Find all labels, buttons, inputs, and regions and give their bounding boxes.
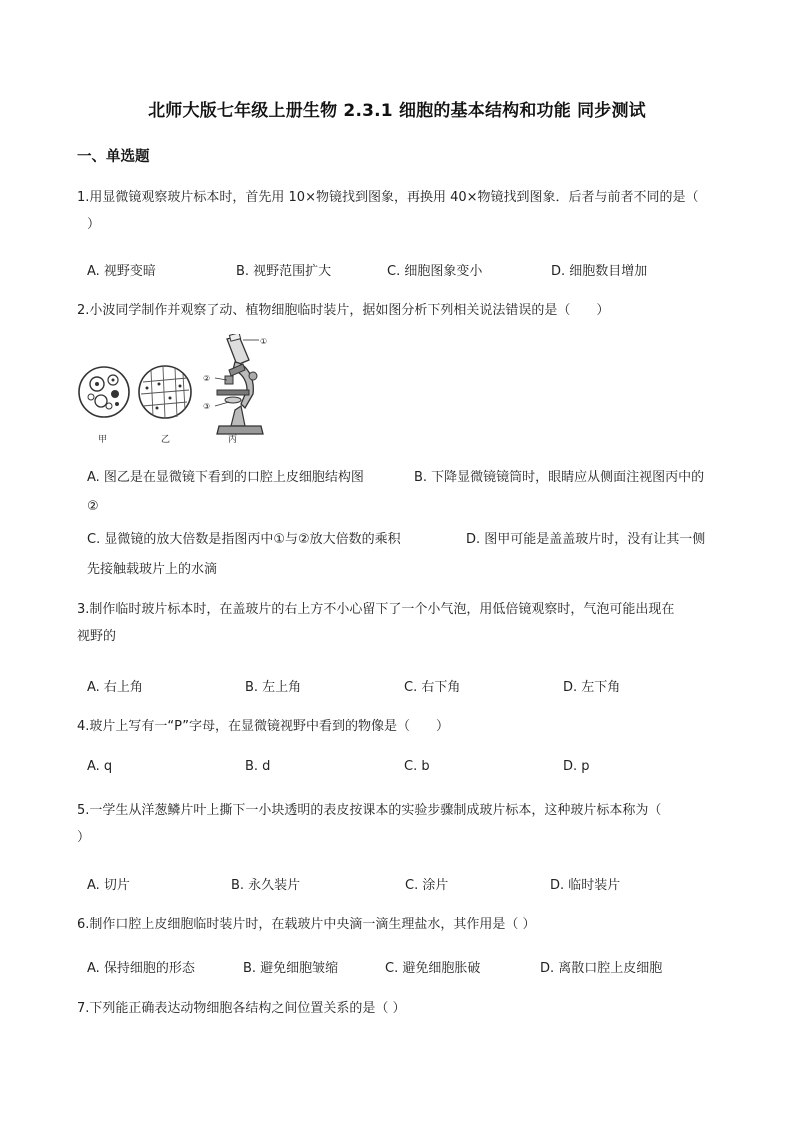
question-4-option-b[interactable]: B. d <box>245 759 271 774</box>
question-2-option-c[interactable]: C. 显微镜的放大倍数是指图丙中①与②放大倍数的乘积 <box>87 532 401 547</box>
question-3-stem <box>77 596 727 650</box>
question-2-option-d-cont: 先接触载玻片上的水滴 <box>87 562 218 577</box>
cheek-cells-image <box>79 367 129 417</box>
question-3-option-b[interactable]: B. 左上角 <box>245 680 302 695</box>
question-3-line-1: 3.制作临时玻片标本时，在盖玻片的右上方不小心留下了一个小气泡，用低倍镜观察时，气泡可能出现在 <box>77 602 675 617</box>
onion-cells-image <box>139 366 191 418</box>
question-3-option-a[interactable]: A. 右上角 <box>87 680 143 695</box>
question-1-line-2: ） <box>87 217 101 232</box>
page-title: 北师大版七年级上册生物 2.3.1 细胞的基本结构和功能 同步测试 <box>148 101 646 121</box>
question-3-line-2: 视野的 <box>77 629 117 644</box>
question-4-stem: 4.玻片上写有一“P”字母，在显微镜视野中看到的物像是（ ） <box>77 719 449 734</box>
question-6-option-a[interactable]: A. 保持细胞的形态 <box>87 961 195 976</box>
question-5-option-a[interactable]: A. 切片 <box>87 878 130 893</box>
question-3-option-c[interactable]: C. 右下角 <box>404 680 461 695</box>
question-5-line-2: ） <box>77 830 91 845</box>
question-3-options <box>87 676 737 696</box>
label-3: ③ <box>203 402 211 411</box>
label-yi: 乙 <box>161 435 171 445</box>
question-4-option-a[interactable]: A. q <box>87 759 113 774</box>
question-3-option-d[interactable]: D. 左下角 <box>563 680 621 695</box>
question-1-option-a[interactable]: A. 视野变暗 <box>87 264 156 279</box>
label-1: ① <box>260 337 267 346</box>
question-5-option-d[interactable]: D. 临时装片 <box>550 878 621 893</box>
question-1-line-1: 1.用显微镜观察玻片标本时，首先用 10×物镜找到图象，再换用 40×物镜找到图象．后者与前者不同的是（ <box>77 190 699 205</box>
question-6-options <box>87 957 737 977</box>
question-5-option-c[interactable]: C. 涂片 <box>405 878 449 893</box>
question-1-option-b[interactable]: B. 视野范围扩大 <box>236 264 332 279</box>
label-2: ② <box>203 374 211 383</box>
question-4-option-c[interactable]: C. b <box>404 759 430 774</box>
question-1-stem <box>77 184 727 238</box>
question-5-option-b[interactable]: B. 永久装片 <box>231 878 301 893</box>
question-5-stem <box>77 797 727 851</box>
question-1-options <box>87 260 737 280</box>
label-bing: 丙 <box>228 435 238 445</box>
question-2-stem: 2.小波同学制作并观察了动、植物细胞临时装片，据如图分析下列相关说法错误的是（ ） <box>77 303 610 318</box>
question-4-options <box>87 759 737 779</box>
question-5-line-1: 5.一学生从洋葱鳞片叶上撕下一小块透明的表皮按课本的实验步骤制成玻片标本，这种玻片标本称为（ <box>77 803 662 818</box>
question-6-option-b[interactable]: B. 避免细胞皱缩 <box>243 961 339 976</box>
question-2-option-b-cont: ② <box>87 499 99 514</box>
question-4-option-d[interactable]: D. p <box>563 759 590 774</box>
question-2-option-d[interactable]: D. 图甲可能是盖盖玻片时，没有让其一侧 <box>466 532 706 547</box>
question-5-options <box>87 874 737 894</box>
question-6-option-d[interactable]: D. 离散口腔上皮细胞 <box>540 961 663 976</box>
question-1-option-d[interactable]: D. 细胞数目增加 <box>551 264 648 279</box>
question-1-option-c[interactable]: C. 细胞图象变小 <box>387 264 483 279</box>
section-heading: 一、单选题 <box>77 149 150 165</box>
label-jia: 甲 <box>98 435 108 445</box>
question-2-option-b[interactable]: B. 下降显微镜镜筒时，眼睛应从侧面注视图丙中的 <box>414 470 705 485</box>
question-6-stem: 6.制作口腔上皮细胞临时装片时，在载玻片中央滴一滴生理盐水，其作用是（ ） <box>77 917 536 932</box>
question-2-figure <box>77 334 267 446</box>
question-2-option-a[interactable]: A. 图乙是在显微镜下看到的口腔上皮细胞结构图 <box>87 470 364 485</box>
microscope-image <box>215 334 263 434</box>
question-6-option-c[interactable]: C. 避免细胞胀破 <box>385 961 481 976</box>
question-7-stem: 7.下列能正确表达动物细胞各结构之间位置关系的是（ ） <box>77 1001 406 1016</box>
